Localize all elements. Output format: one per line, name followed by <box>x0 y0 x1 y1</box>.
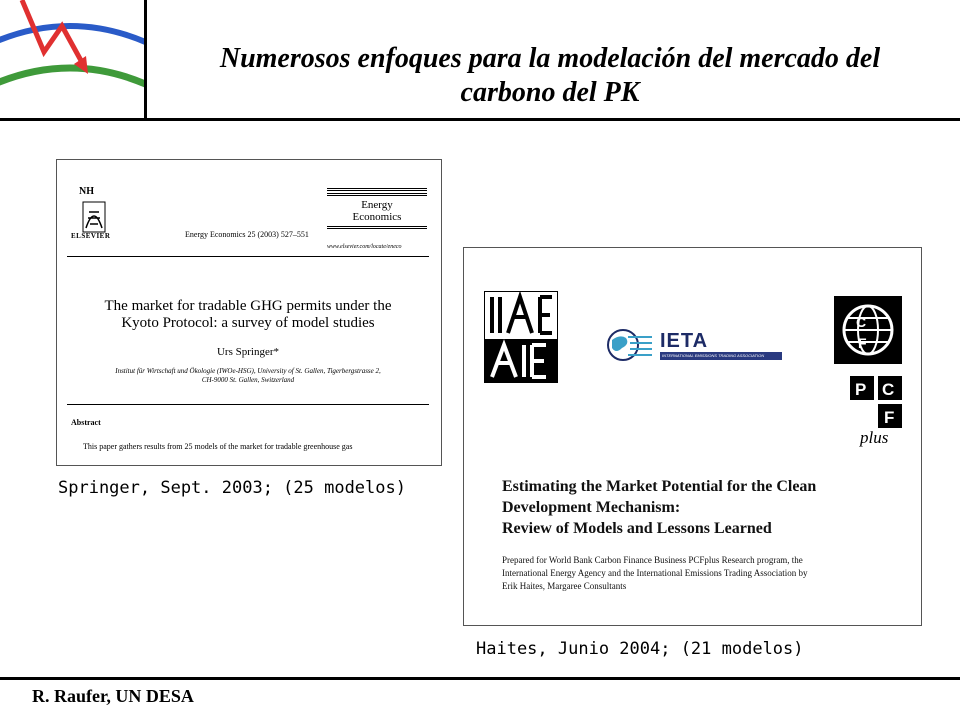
paper2-body-line-2: International Energy Agency and the International Emissions Trading Association by <box>502 568 808 578</box>
paper2-title <box>502 476 816 539</box>
footer-author: R. Raufer, UN DESA <box>32 686 194 706</box>
haites-paper-image <box>463 247 922 626</box>
paper1-rule-top <box>67 256 429 257</box>
iea-logo-icon <box>484 291 558 383</box>
springer-caption: Springer, Sept. 2003; (25 modelos) <box>58 478 406 498</box>
slide-title <box>150 42 950 110</box>
paper1-title <box>67 298 429 332</box>
north-holland-mark: NH <box>79 186 94 197</box>
paper2-body-line-1: Prepared for World Bank Carbon Finance Business PCFplus Research program, the <box>502 555 803 565</box>
paper1-affiliation-line-1: Institut für Wirtschaft und Ökologie (IWOe-HSG), University of St. Gallen, Tigerbergstrasse 2, <box>115 367 381 375</box>
ieta-tagline: INTERNATIONAL EMISSIONS TRADING ASSOCIATION <box>660 352 782 360</box>
paper2-title-line-3: Review of Models and Lessons Learned <box>502 520 772 537</box>
abstract-text: This paper gathers results from 25 models of the market for tradable greenhouse gas <box>83 442 353 451</box>
pcf-logo-icon <box>850 376 904 430</box>
journal-name-line-1: Energy <box>361 199 393 211</box>
footer-divider <box>0 677 960 680</box>
svg-text:F: F <box>858 335 867 351</box>
journal-masthead <box>327 188 427 229</box>
carbon-finance-globe-icon <box>834 296 902 364</box>
journal-url: www.elsevier.com/locate/eneco <box>327 244 402 250</box>
paper1-title-line-1: The market for tradable GHG permits under the <box>104 298 392 314</box>
svg-text:C: C <box>856 314 867 330</box>
slide-title-line-2: carbono del PK <box>460 77 640 108</box>
journal-reference: Energy Economics 25 (2003) 527–551 <box>185 230 309 239</box>
paper2-title-line-1: Estimating the Market Potential for the Clean <box>502 478 817 495</box>
haites-caption: Haites, Junio 2004; (21 modelos) <box>476 639 804 659</box>
ieta-wordmark: IETA <box>660 330 709 352</box>
springer-paper-image <box>56 159 442 466</box>
paper2-title-line-2: Development Mechanism: <box>502 499 681 516</box>
paper1-title-line-2: Kyoto Protocol: a survey of model studies <box>121 315 375 331</box>
header-divider-horizontal <box>0 118 960 121</box>
header-divider-vertical <box>144 0 147 119</box>
ieta-globe-icon <box>606 328 654 362</box>
svg-text:P: P <box>855 380 867 399</box>
unfccc-carbon-logo <box>0 0 146 118</box>
pcf-plus-label: plus <box>860 428 889 447</box>
paper1-affiliation <box>67 367 429 385</box>
paper1-affiliation-line-2: CH-9000 St. Gallen, Switzerland <box>201 376 295 384</box>
abstract-heading: Abstract <box>71 418 101 427</box>
svg-text:F: F <box>884 408 895 427</box>
journal-name-line-2: Economics <box>352 211 402 223</box>
paper1-author: Urs Springer* <box>216 346 280 358</box>
svg-text:C: C <box>882 380 895 399</box>
slide-title-line-1: Numerosos enfoques para la modelación del mercado del <box>219 43 881 74</box>
elsevier-label: ELSEVIER <box>71 232 111 240</box>
paper2-prepared-for <box>502 554 912 593</box>
paper2-body-line-3: Erik Haites, Margaree Consultants <box>502 581 627 591</box>
paper1-rule-bottom <box>67 404 429 405</box>
